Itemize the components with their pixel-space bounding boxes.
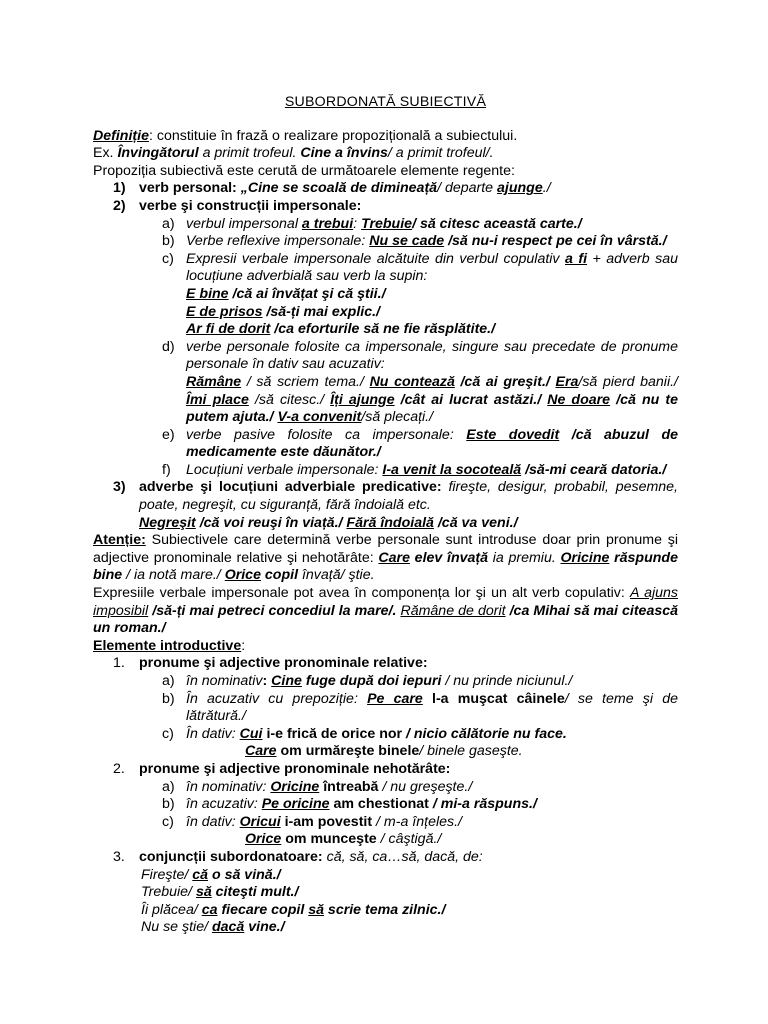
item-text: Nu se ştie/ (141, 919, 212, 936)
item-example: /că va veni./ (433, 514, 518, 531)
item-regent: Ne doare (547, 391, 611, 408)
item-regent: Trebuie (361, 215, 413, 232)
item-text: /să citesc./ (248, 391, 331, 408)
item-regent: să (195, 884, 212, 901)
item-example: /cât ai lucrat astăzi./ (394, 391, 548, 408)
item-example: vine./ (244, 919, 285, 936)
list-item (93, 251, 678, 286)
list-item (93, 779, 678, 797)
item-example: /că nu te putem ajuta./ (186, 391, 678, 426)
list-item (93, 233, 678, 251)
introductive-colon: : (241, 637, 246, 654)
item-regent: Îmi place (186, 391, 249, 408)
definition-text: : constituie în frază o realizare propozițională a subiectului. (148, 127, 518, 144)
item-regent: Nu se cade (369, 233, 445, 250)
item-example: o să vină./ (208, 866, 281, 883)
item-text: / ia notă mare./ (122, 567, 225, 584)
item-example: /să nu-i respect pe cei în vârstă./ (444, 233, 667, 250)
item-example: scrie tema zilnic./ (323, 901, 446, 918)
section-list: că, să, ca…să, dacă, de: (322, 848, 483, 865)
item-marker: c) (162, 813, 174, 830)
section-marker: 2. (113, 760, 125, 777)
document-page (93, 94, 678, 937)
page-title: SUBORDONATĂ SUBIECTIVĂ (284, 94, 487, 110)
item-text: : (353, 215, 362, 232)
item-text: verbe pasive folosite ca impersonale: (186, 426, 467, 443)
item-regent: Oricine (560, 549, 610, 566)
item-regent: Fără îndoială (346, 514, 434, 531)
item-regent: Care (378, 549, 410, 566)
item-text: În dativ: (186, 725, 240, 742)
item-text: Fireşte/ (141, 866, 193, 883)
item-example: răspunde bine (93, 549, 678, 584)
item-text: / nu prinde niciunul./ (441, 673, 573, 689)
definition-label: Definiție (93, 127, 149, 144)
item-marker: b) (162, 796, 175, 813)
list-item (93, 339, 678, 374)
item-regent: Rămâne de dorit (400, 602, 506, 619)
item-regent: V-a convenit (277, 409, 362, 426)
example-line (93, 145, 678, 163)
item-example: elev învață (409, 549, 489, 566)
item-regent: A ajuns imposibil (93, 585, 679, 619)
item-regent: Pe oricine (261, 796, 330, 813)
item-text: Expresii verbale impersonale alcătuite din verbul copulativ (186, 250, 565, 267)
section-label: verb personal: (139, 180, 237, 197)
list-item (93, 726, 678, 744)
item-marker: f) (162, 461, 171, 478)
list-item (93, 216, 678, 234)
section-3 (93, 479, 678, 514)
item-text: ia premiu. (488, 549, 561, 566)
item-example: / nicio călătorie nu face. (402, 725, 567, 742)
item-marker: a) (162, 215, 175, 232)
item-regent: Oricine (270, 778, 320, 795)
item-text: /să plecați./ (361, 409, 434, 426)
item-marker: c) (162, 250, 174, 267)
example-line (93, 831, 678, 849)
item-regent: Orice (224, 567, 261, 584)
item-marker: b) (162, 690, 175, 707)
example-line (93, 902, 678, 920)
item-marker: e) (162, 426, 175, 443)
item-text: Locuțiuni verbale impersonale: (186, 461, 383, 478)
example-text: / departe (437, 180, 498, 197)
item-text: verbul impersonal (186, 215, 302, 232)
item-example: /că abuzul de medicamente este dăunător./ (186, 426, 679, 461)
example-line (93, 304, 678, 322)
item-example: /că ai învățat şi că ştii./ (228, 285, 386, 302)
introductive-heading (93, 638, 678, 656)
section-label: pronume şi adjective pronominale nehotărâte: (139, 760, 451, 777)
item-regent: Cui (239, 725, 263, 742)
item-example: /ca Mihai să mai citească un roman./ (93, 602, 679, 637)
expressions-paragraph (93, 585, 678, 638)
item-regent: I-a venit la socoteală (382, 461, 522, 478)
item-example: fiecare copil (217, 901, 309, 918)
list-item (93, 691, 678, 726)
item-text: în dativ: (186, 813, 240, 830)
example-text: „Cine se scoală de dimineață (236, 180, 438, 197)
item-text: / să scriem tema./ (241, 373, 370, 390)
item-example: / să citesc această carte./ (412, 215, 582, 232)
item-example: citeşti mult./ (211, 884, 299, 901)
item-marker: a) (162, 673, 175, 689)
item-text: / binele gaseşte. (419, 743, 523, 760)
item-text: / nu greşeşte./ (378, 778, 473, 795)
item-regent: dacă (211, 919, 245, 936)
item-text: / câştigă./ (376, 831, 442, 848)
item-example: /să-ți mai petreci concediul la mare/. (148, 602, 401, 619)
item-example: copil (260, 567, 299, 584)
item-example: / mi-a răspuns./ (428, 796, 537, 813)
section-1 (93, 180, 678, 198)
item-text: Îi plăcea/ (141, 901, 202, 918)
item-example: /că voi reuşi în viață./ (195, 514, 347, 531)
item-regent: Ar fi de dorit (186, 321, 271, 338)
introductive-label: Elemente introductive (93, 637, 242, 654)
item-text: : (262, 673, 272, 689)
section-marker: 2) (113, 197, 126, 214)
item-example: l-a muşcat câinele (422, 690, 565, 707)
item-regent: Negreşit (139, 514, 196, 531)
item-example: i-am povestit (280, 813, 373, 830)
example-word: Învingătorul (117, 145, 199, 162)
item-example: /ca eforturile să ne fie răsplătite./ (270, 321, 496, 338)
item-regent: Era (555, 373, 579, 390)
intro-element-1 (93, 655, 678, 673)
item-regent: să (308, 901, 324, 918)
item-regent: Nu contează (369, 373, 455, 390)
item-marker: c) (162, 725, 174, 742)
item-regent: Rămâne (186, 373, 242, 390)
section-marker: 3. (113, 848, 125, 865)
section-marker: 3) (113, 479, 126, 496)
example-subject: Cine a învins (300, 145, 388, 162)
item-regent: ca (201, 901, 218, 918)
list-item (93, 427, 678, 462)
section-2 (93, 198, 678, 216)
item-marker: b) (162, 233, 175, 250)
definition-line (93, 128, 678, 146)
item-regent: Pe care (367, 690, 423, 707)
list-item (93, 673, 678, 691)
item-text: / m-a înțeles./ (372, 813, 462, 830)
example-prefix: Ex. (93, 145, 118, 162)
item-text: Trebuie/ (141, 884, 196, 901)
item-regent: E de prisos (186, 303, 263, 320)
item-regent: Care (245, 743, 277, 760)
item-regent: a fi (565, 250, 588, 267)
paragraph-text: Expresiile verbale impersonale pot avea în componența lor şi un alt verb copulativ: (93, 585, 630, 602)
section-list: fireşte, desigur, probabil, pesemne, poate, negreşit, cu siguranță, fără îndoială etc. (139, 479, 678, 514)
item-text: învață/ ştie. (298, 567, 375, 584)
item-text: în acuzativ: (186, 796, 262, 813)
example-line (93, 286, 678, 304)
example-text: ./ (542, 180, 551, 197)
paragraph-text: Subiectivele care determină verbe personale sunt introduse doar prin pronume şi adjective pronominale relative şi nehotărâte: (93, 532, 678, 566)
item-example: om munceşte (281, 831, 377, 848)
section-label: adverbe şi locuțiuni adverbiale predicative: (139, 479, 442, 496)
item-text: /să pierd banii./ (578, 373, 678, 390)
item-example: întreabă (319, 778, 379, 795)
example-line (93, 867, 678, 885)
item-text: în nominativ: (186, 778, 271, 795)
section-label: pronume şi adjective pronominale relative: (139, 655, 428, 672)
item-regent: Orice (245, 831, 282, 848)
example-rest: / a primit trofeul/. (387, 145, 494, 162)
example-line (93, 321, 678, 339)
section-marker: 1. (113, 655, 125, 672)
item-regent: că (192, 866, 209, 883)
item-example: /să-mi ceară datoria./ (521, 461, 667, 478)
section-label: conjuncții subordonatoare: (139, 848, 323, 865)
list-item (93, 796, 678, 814)
item-text: + adverb sau locuțiune adverbială sau verb la supin: (186, 250, 678, 285)
example-line (93, 919, 678, 937)
item-regent: Îți ajunge (330, 391, 395, 408)
item-regent: a trebui (301, 215, 354, 232)
item-text: În acuzativ cu prepoziție: (186, 690, 368, 707)
item-example: fuge după doi iepuri (301, 673, 442, 689)
section-label: verbe şi construcții impersonale: (139, 197, 362, 214)
attention-label: Atenție: (93, 532, 146, 549)
example-text: a primit trofeul. (198, 145, 301, 162)
item-text: Verbe reflexive impersonale: (186, 233, 370, 250)
example-line (93, 884, 678, 902)
item-marker: a) (162, 778, 175, 795)
example-block (93, 374, 678, 427)
item-regent: Cine (271, 673, 302, 689)
example-line (93, 515, 678, 533)
item-example: /că ai greşit./ (454, 373, 556, 390)
item-marker: d) (162, 338, 175, 355)
item-example: /să-ți mai explic./ (262, 303, 380, 320)
requirement-line: Propoziția subiectivă este cerută de următoarele elemente regente: (93, 162, 515, 179)
item-text: verbe personale folosite ca impersonale, singure sau precedate de pronume personale în dativ sau acuzativ: (186, 338, 678, 373)
item-regent: Este dovedit (466, 426, 560, 443)
attention-paragraph (93, 532, 678, 585)
intro-element-3 (93, 849, 678, 867)
item-example: i-e frică de orice nor (262, 725, 403, 742)
item-regent: E bine (186, 285, 229, 302)
item-text: în nominativ (186, 673, 263, 689)
example-regent: ajunge (497, 180, 543, 197)
intro-element-2 (93, 761, 678, 779)
item-example: am chestionat (329, 796, 429, 813)
example-line (93, 743, 678, 761)
item-text: / se teme şi de lătrătură./ (186, 690, 678, 725)
list-item (93, 814, 678, 832)
item-example: om urmăreşte binele (276, 743, 420, 760)
section-marker: 1) (113, 180, 126, 197)
item-regent: Oricui (239, 813, 281, 830)
list-item (93, 462, 678, 480)
